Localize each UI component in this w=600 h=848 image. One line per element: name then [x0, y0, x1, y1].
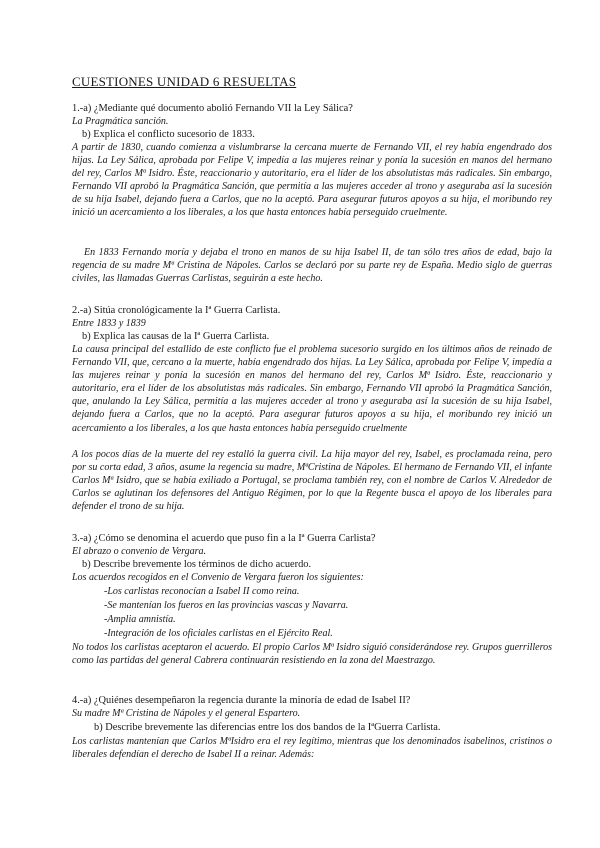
list-item: -Los carlistas reconocían a Isabel II como reina.: [104, 586, 300, 597]
answer-2b-paragraph-1: La causa principal del estallido de este conflicto fue el problema sucesorio surgido en los últimos años de reinado de Fernando VII, que, cercano a la muerte, había engendrado dos hijas. La Ley Sálica, aprobada por Felipe V, impedía a las mujeres reinar y ponía la sucesión en manos del hermano del rey, Carlos Mª Isidro. Éste, reaccionario y autoritario, era el líder de los absolutistas más radicales. Sin embargo, Fernando VII aprobó la Pragmática Sanción, que, anulando la Ley Sálica, permitía a las mujeres acceder al trono y aseguraba así la sucesión de su hija Isabel, dejando fuera a Carlos, que no la aceptó. Para asegurar futuros apoyos a su hija, el moribundo rey inició un acercamiento a los liberales, a los que hasta entonces había perseguido cruelmente: [72, 344, 552, 434]
document-title: CUESTIONES UNIDAD 6 RESUELTAS: [72, 74, 297, 89]
answer-2b-paragraph-2: A los pocos días de la muerte del rey estalló la guerra civil. La hija mayor del rey, Isabel, es proclamada reina, pero por su corta edad, 3 años, asume la regencia su madre, MªCristina de Nápoles. El hermano de Fernando VII, el infante Carlos Mª Isidro, que se había exiliado a Portugal, se proclama también rey, con el nombre de Carlos V. Alrededor de Carlos se aglutinan los defensores del Antiguo Régimen, por lo que la Regente busca el apoyo de los liberales para defender el trono de su hija.: [72, 449, 552, 513]
list-item: -Se mantenían los fueros en las provincias vascas y Navarra.: [104, 600, 349, 611]
list-item: -Amplia amnistía.: [104, 614, 176, 625]
answer-4b: Los carlistas mantenían que Carlos MªIsidro era el rey legítimo, mientras que los denominados isabelinos, cristinos o liberales defendían el derecho de Isabel II a reinar. Además:: [72, 736, 552, 761]
question-3b: b) Describe brevemente los términos de dicho acuerdo.: [82, 559, 312, 570]
question-2a: 2.-a) Sitúa cronológicamente la Iª Guerra Carlista.: [72, 305, 281, 316]
answer-2a: Entre 1833 y 1839: [72, 318, 146, 329]
answer-3a: El abrazo o convenio de Vergara.: [72, 546, 207, 557]
question-4a: 4.-a) ¿Quiénes desempeñaron la regencia durante la minoría de edad de Isabel II?: [72, 695, 411, 706]
question-1a: 1.-a) ¿Mediante qué documento abolió Fernando VII la Ley Sálica?: [72, 103, 353, 114]
question-4b: b) Describe brevemente las diferencias entre los dos bandos de la IªGuerra Carlista.: [94, 722, 441, 733]
answer-3b-intro: Los acuerdos recogidos en el Convenio de Vergara fueron los siguientes:: [72, 572, 364, 583]
question-2b: b) Explica las causas de la Iª Guerra Carlista.: [82, 331, 270, 342]
question-1b: b) Explica el conflicto sucesorio de 1833.: [82, 129, 255, 140]
answer-1a: La Pragmática sanción.: [72, 116, 169, 127]
list-item: -Integración de los oficiales carlistas en el Ejército Real.: [104, 628, 333, 639]
answer-1b-paragraph-1: A partir de 1830, cuando comienza a vislumbrarse la cercana muerte de Fernando VII, el rey había engendrado dos hijas. La Ley Sálica, aprobada por Felipe V, impedía a las mujeres reinar y ponía la sucesión en manos del hermano del rey, Carlos Mª Isidro. Éste, reaccionario y autoritario, era el líder de los absolutistas más radicales. Sin embargo, Fernando VII aprobó la Pragmática Sanción, que permitía a las mujeres acceder al trono y aseguraba así la sucesión de su hija Isabel, dejando fuera a Carlos, que no la aceptó. Para asegurar futuros apoyos a su hija, el moribundo rey inició un acercamiento a los liberales, a los que hasta entonces había perseguido cruelmente.: [72, 142, 552, 219]
answer-3b-outro: No todos los carlistas aceptaron el acuerdo. El propio Carlos Mª Isidro siguió considerándose rey. Grupos guerrilleros como las partidas del general Cabrera continuarán resistiendo en la zona del Maestrazgo.: [72, 642, 552, 667]
answer-4a: Su madre Mª Cristina de Nápoles y el general Espartero.: [72, 708, 301, 719]
question-3a: 3.-a) ¿Cómo se denomina el acuerdo que puso fin a la Iª Guerra Carlista?: [72, 533, 376, 544]
answer-1b-paragraph-2: En 1833 Fernando moría y dejaba el trono en manos de su hija Isabel II, de tan sólo tres años de edad, bajo la regencia de su madre Mª Cristina de Nápoles. Carlos se declaró por su parte rey de España. Medio siglo de guerras civiles, las llamadas Guerras Carlistas, seguirán a este hecho.: [72, 247, 552, 285]
